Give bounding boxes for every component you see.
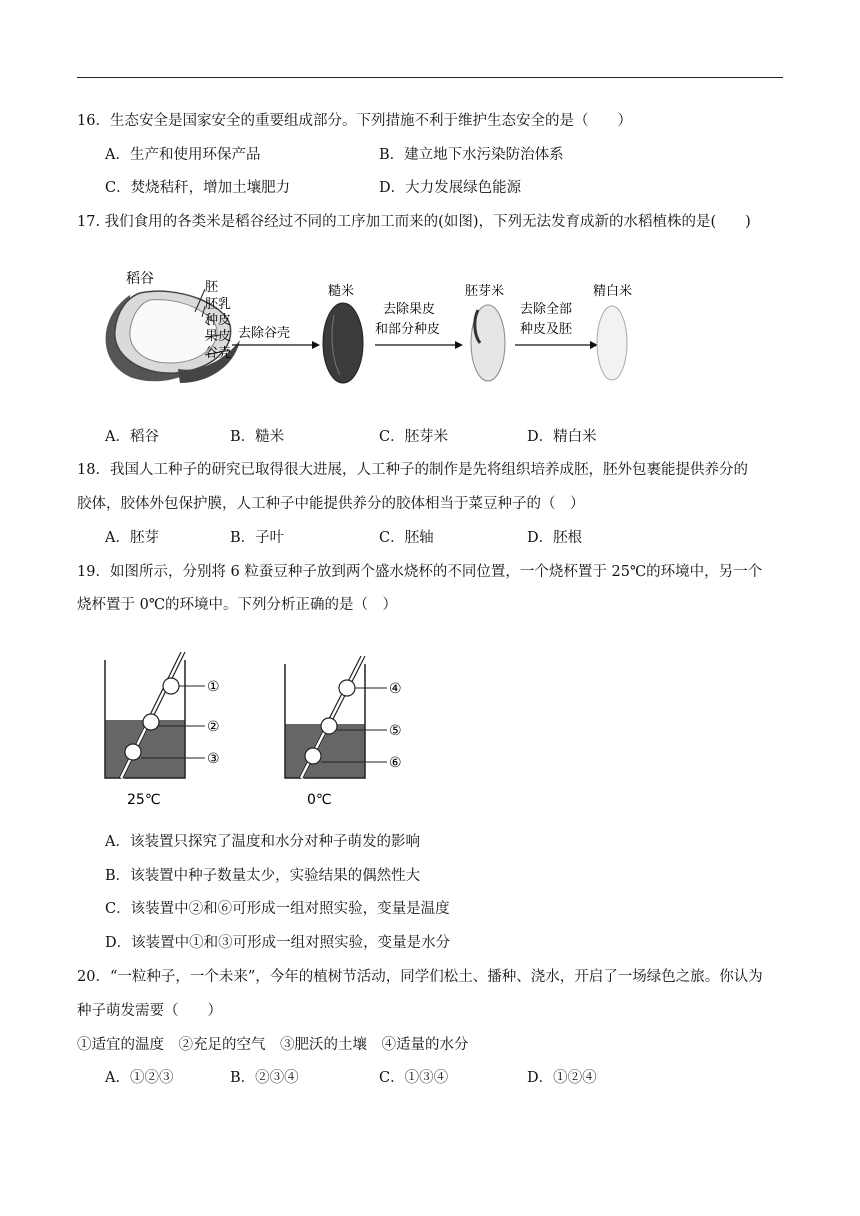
seed-label-5: ⑤ xyxy=(389,723,402,739)
step3-label-line2: 种皮及胚 xyxy=(520,322,573,337)
q19-option-a: A．该装置只探究了温度和水分对种子萌发的影响 xyxy=(105,834,420,850)
q18-option-c: C．胚轴 xyxy=(379,530,434,546)
step2-label-line1: 去除果皮 xyxy=(383,302,436,317)
q20-conditions: ①适宜的温度 ②充足的空气 ③肥沃的土壤 ④适量的水分 xyxy=(77,1037,469,1053)
seed-label-2: ② xyxy=(207,719,220,735)
rice-processing-figure xyxy=(90,265,650,395)
q19-option-b: B．该装置中种子数量太少，实验结果的偶然性大 xyxy=(105,868,421,884)
q20-option-a: A．①②③ xyxy=(105,1070,174,1086)
q19-stem-line2: 烧杯置于 0℃的环境中。下列分析正确的是（ ） xyxy=(77,597,398,613)
part-seed-coat: 种皮 xyxy=(205,313,232,328)
grain-title: 稻谷 xyxy=(126,271,154,287)
white-rice-image xyxy=(597,306,627,380)
brown-rice-label: 糙米 xyxy=(328,284,355,299)
beaker1-temp: 25℃ xyxy=(127,792,161,808)
seed-label-6: ⑥ xyxy=(389,755,402,771)
q20-option-b: B．②③④ xyxy=(230,1070,299,1086)
header-rule xyxy=(77,77,783,78)
q16-option-c: C．焚烧秸秆，增加土壤肥力 xyxy=(105,180,291,196)
q18-option-b: B．子叶 xyxy=(230,530,285,546)
q18-stem-line1: 18．我国人工种子的研究已取得很大进展，人工种子的制作是先将组织培养成胚，胚外包裹能提供养分的 xyxy=(77,462,748,478)
q16-option-a: A．生产和使用环保产品 xyxy=(105,147,261,163)
part-husk: 谷壳 xyxy=(205,346,232,361)
beaker-0c xyxy=(285,656,387,778)
q17-option-b: B．糙米 xyxy=(230,429,285,445)
beaker2-temp: 0℃ xyxy=(307,792,332,808)
white-rice-label: 精白米 xyxy=(593,284,633,299)
q16-option-b: B．建立地下水污染防治体系 xyxy=(379,147,564,163)
q19-option-d: D．该装置中①和③可形成一组对照实验，变量是水分 xyxy=(105,935,451,951)
q18-option-a: A．胚芽 xyxy=(105,530,159,546)
step1-label: 去除谷壳 xyxy=(238,326,291,341)
seed-label-3: ③ xyxy=(207,751,220,767)
q19-stem-line1: 19．如图所示，分别将 6 粒蚕豆种子放到两个盛水烧杯的不同位置，一个烧杯置于 25℃的环境中，另一个 xyxy=(77,564,763,580)
q17-option-c: C．胚芽米 xyxy=(379,429,449,445)
part-embryo: 胚 xyxy=(205,280,219,295)
brown-rice-image xyxy=(323,303,363,383)
q17-stem: 17. 我们食用的各类米是稻谷经过不同的工序加工而来的(如图)，下列无法发育成新的水稻植株的是( ) xyxy=(77,214,751,230)
q17-option-d: D．精白米 xyxy=(527,429,597,445)
q17-option-a: A．稻谷 xyxy=(105,429,159,445)
q16-option-d: D．大力发展绿色能源 xyxy=(379,180,522,196)
step2-label-line2: 和部分种皮 xyxy=(375,322,441,337)
q19-option-c: C．该装置中②和⑥可形成一组对照实验，变量是温度 xyxy=(105,901,450,917)
germ-rice-label: 胚芽米 xyxy=(465,284,505,299)
step3-label-line1: 去除全部 xyxy=(520,302,573,317)
q18-option-d: D．胚根 xyxy=(527,530,583,546)
q20-option-d: D．①②④ xyxy=(527,1070,597,1086)
beaker-experiment-figure xyxy=(95,652,425,817)
q18-stem-line2: 胶体，胶体外包保护膜，人工种子中能提供养分的胶体相当于菜豆种子的（ ） xyxy=(77,496,585,512)
seed-label-1: ① xyxy=(207,679,220,695)
q16-stem: 16．生态安全是国家安全的重要组成部分。下列措施不利于维护生态安全的是（ ） xyxy=(77,113,632,129)
arrow-icon xyxy=(455,341,463,349)
q20-stem-line2: 种子萌发需要（ ） xyxy=(77,1003,222,1019)
seed-label-4: ④ xyxy=(389,681,402,697)
part-pericarp: 果皮 xyxy=(205,329,232,344)
q20-option-c: C．①③④ xyxy=(379,1070,449,1086)
part-endosperm: 胚乳 xyxy=(205,297,232,312)
arrow-icon xyxy=(312,341,320,349)
beaker-25c xyxy=(105,652,205,778)
q20-stem-line1: 20．“一粒种子，一个未来”，今年的植树节活动，同学们松土、播种、浇水，开启了一场绿色之旅。你认为 xyxy=(77,969,763,985)
